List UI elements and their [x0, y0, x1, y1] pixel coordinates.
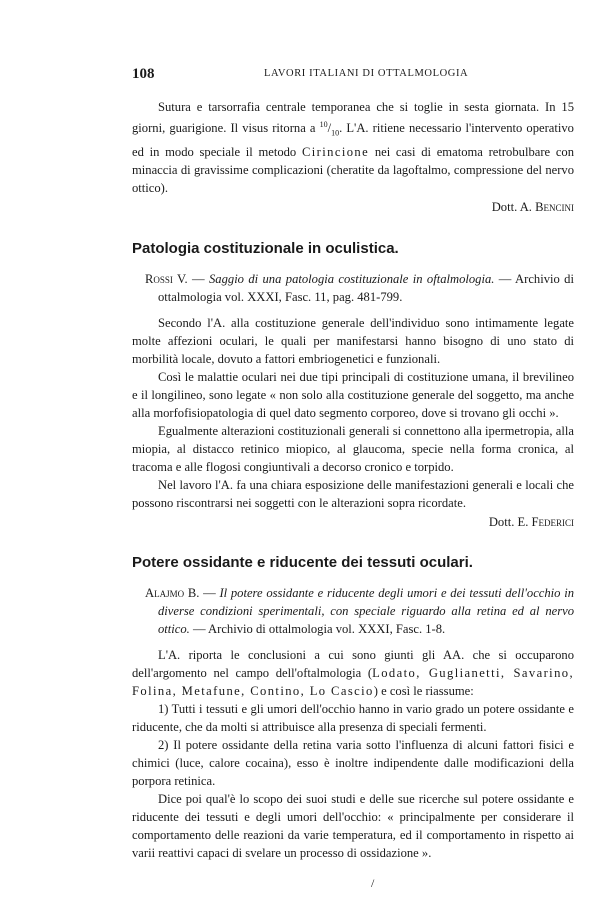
- cited-authors: Lodato, Guglianetti, Savarino, Folina, Metafune, Contino, Lo Cascio: [132, 665, 575, 698]
- body-paragraph: Nel lavoro l'A. fa una chiara esposizione delle manifestazioni generali e locali che possono riscontrarsi nei soggetti con le alterazioni sopra ricordate.: [132, 477, 574, 510]
- paragraph-text: nei casi di ematoma retrobulbare con minaccia di gravissime complicazioni (cheratite da lagoftalmo, compressione del nervo ottico).: [132, 144, 575, 195]
- page-body: [132, 98, 574, 862]
- paragraph-text: ) e così le riassume:: [373, 683, 474, 698]
- running-title: LAVORI ITALIANI DI OTTALMOLOGIA: [264, 68, 469, 79]
- page-number: 108: [132, 66, 155, 82]
- reference-dash: —: [187, 271, 209, 286]
- visus-denominator: 10: [331, 128, 340, 138]
- body-paragraph: [132, 646, 574, 700]
- paragraph-text: Sutura e tarsorrafia centrale temporanea che si toglie in sesta giornata. In 15 giorni, guarigione. Il visus ritorna a: [132, 100, 574, 136]
- article-body: [132, 314, 574, 531]
- signature-name: Federici: [531, 514, 574, 529]
- visus-numerator: 10: [319, 120, 328, 129]
- body-paragraph: Così le malattie oculari nei due tipi principali di costituzione umana, il brevilineo e il longilineo, sono legate « non solo alla costituzione generale del soggetto, ma anche alla morfofisiopatologia di quel dato segmento corporeo, dove si trovano gli occhi ».: [132, 369, 574, 420]
- reference-title: Il potere ossidante e riducente degli umori e dei tessuti dell'occhio in diverse condizioni sperimentali, con speciale riguardo alla retina ed al nervo ottico.: [158, 585, 575, 636]
- reference-text: [132, 584, 574, 638]
- article-body: [132, 646, 574, 862]
- reference-title: Saggio di una patologia costituzionale in oftalmologia.: [209, 271, 495, 286]
- body-paragraph: Egualmente alterazioni costituzionali generali si connettono alla ipermetropia, alla miopia, al distacco retinico miopico, al glaucoma, specie nella forma cronica, al tracoma e alle flogosi congiuntivali a decorso cronico e torpido.: [132, 423, 574, 474]
- paragraph-text: . L'A. ritiene necessario l'intervento operativo ed in modo speciale il metodo: [132, 121, 574, 159]
- page-header: [132, 66, 572, 82]
- section-title: Potere ossidante e riducente dei tessuti oculari.: [132, 553, 473, 571]
- reference-author: Alajmo B.: [145, 585, 200, 600]
- body-paragraph: Secondo l'A. alla costituzione generale dell'individuo sono intimamente legate molte affezioni oculari, le quali per manifestarsi hanno bisogno di uno stato di morbilità locale, dovuto a fattori embriogenetici e funzionali.: [132, 315, 574, 366]
- section-title: Patologia costituzionale in oculistica.: [132, 239, 399, 257]
- paragraph-text: L'A. riporta le conclusioni a cui sono giunti gli AA. che si occuparono dell'argomento nel campo dell'oftalmologia (: [132, 647, 574, 680]
- author-signature: [132, 513, 574, 531]
- footer-mark: /: [371, 876, 375, 890]
- reference-author: Rossi V.: [145, 271, 188, 286]
- method-name: Cirincione: [301, 144, 370, 159]
- bibliographic-reference: [132, 584, 574, 638]
- body-paragraph: Dice poi qual'è lo scopo dei suoi studi e delle sue ricerche sul potere ossidante e riducente dei tessuti e degli umori dell'occhio: « principalmente per considerare il comportamento delle reazioni da varie temperatura, ed il comportamento in rispetto ai varii reattivi capaci di svelare un processo di ossidazione ».: [132, 791, 574, 860]
- signature-prefix: Dott. A.: [491, 199, 536, 214]
- reference-text: [132, 270, 574, 306]
- list-item: 2) Il potere ossidante della retina varia sotto l'influenza di alcuni fattori fisici e chimici (luce, calore cocaina), esso è inoltre indipendente dalle modificazioni della porpora retinica.: [132, 737, 574, 788]
- previous-article-tail: [132, 98, 574, 216]
- author-signature: [132, 198, 574, 216]
- bibliographic-reference: [132, 270, 574, 306]
- reference-source: — Archivio di ottalmologia vol. XXXI, Fasc. 11, pag. 481-799.: [158, 271, 574, 304]
- previous-article-paragraph: Sutura e tarsorrafia centrale temporanea che si toglie in sesta giornata. In 15 giorni, guarigione. Il visus ritorna a $^{10}/_{10}$. L'A. ritiene necessario l'intervento operativo ed in modo speciale il metodo Cirincione nei casi di ematoma retrobulbare con minaccia di gravissime complicazioni (cheratite da lagoftalmo, compressione del nervo ottico).: [132, 100, 575, 195]
- list-item: 1) Tutti i tessuti e gli umori dell'occhio hanno in vario grado un potere ossidante e riducente, che da molti si attribuisce alla presenza di speciali fermenti.: [132, 701, 574, 734]
- signature-name: Bencini: [535, 199, 574, 214]
- reference-source: — Archivio di ottalmologia vol. XXXI, Fasc. 1-8.: [189, 621, 446, 636]
- reference-dash: —: [199, 585, 220, 600]
- signature-prefix: Dott. E.: [488, 514, 532, 529]
